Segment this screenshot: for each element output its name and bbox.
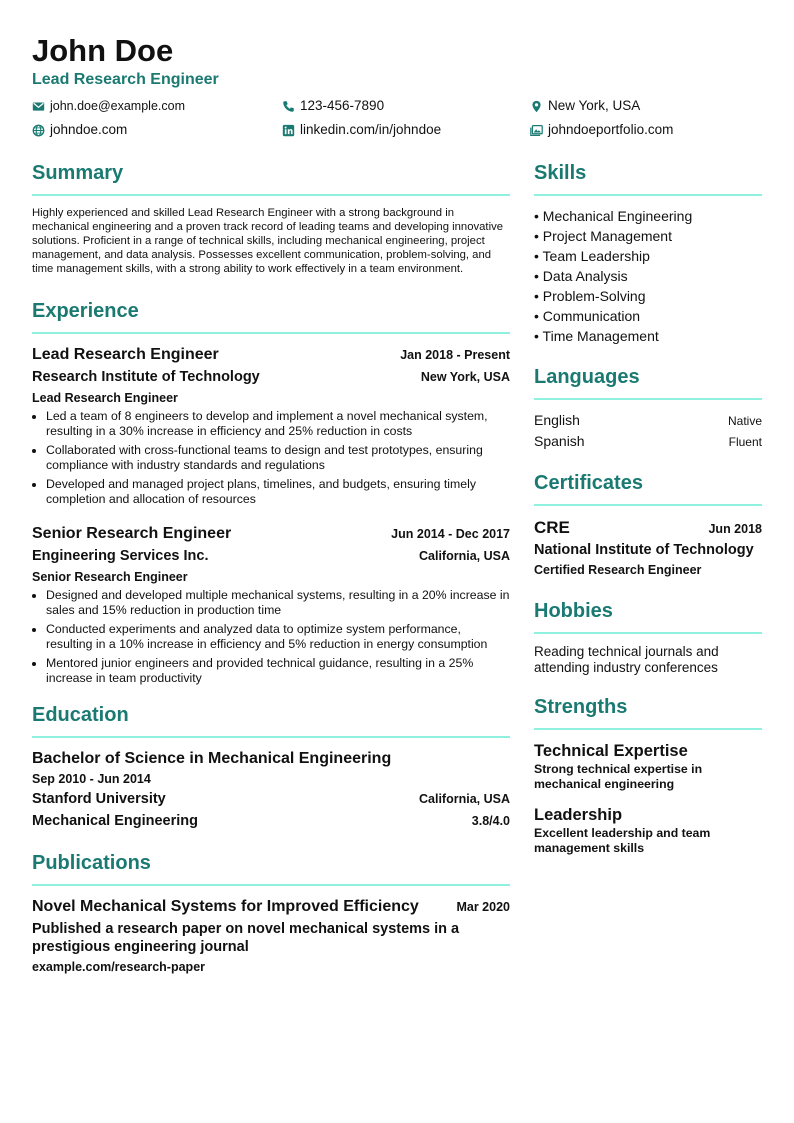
globe-icon	[32, 124, 45, 137]
contact-portfolio[interactable]	[530, 121, 673, 139]
skill-label: Time Management	[542, 328, 659, 344]
strength-title: Technical Expertise	[534, 742, 688, 760]
certificate-description: Certified Research Engineer	[534, 563, 702, 577]
experience-heading: Experience	[32, 298, 510, 334]
certificate-date: Jun 2018	[708, 522, 762, 536]
experience-entry	[32, 344, 510, 507]
company-name: Research Institute of Technology	[32, 369, 260, 385]
gpa: 3.8/4.0	[471, 814, 510, 828]
contact-linkedin[interactable]	[282, 121, 441, 139]
publication-date: Mar 2020	[456, 900, 510, 914]
job-role: Senior Research Engineer	[32, 570, 188, 584]
summary-heading: Summary	[32, 160, 510, 196]
skill-item: • Team Leadership	[534, 248, 650, 264]
job-title: Senior Research Engineer	[32, 525, 232, 542]
skill-item: • Problem-Solving	[534, 288, 646, 304]
language-row	[534, 410, 762, 431]
map-pin-icon	[530, 100, 543, 113]
job-bullet: • Conducted experiments and analyzed data to optimize system performance, resulting in a 10% increase in efficiency and 5% reduction in energy consumption	[46, 622, 510, 652]
side-column	[534, 160, 762, 868]
languages-section	[534, 364, 762, 452]
contact-portfolio-text: johndoeportfolio.com	[548, 122, 674, 137]
job-dates: Jun 2014 - Dec 2017	[391, 527, 510, 541]
skill-label: Communication	[542, 308, 641, 324]
phone-icon	[282, 100, 295, 113]
strengths-section	[534, 694, 762, 856]
hobbies-text: Reading technical journals and attending industry conferences	[534, 644, 719, 675]
language-level: Fluent	[728, 435, 762, 449]
skills-section	[534, 160, 762, 346]
job-bullet: • Led a team of 8 engineers to develop and implement a novel mechanical system, resulting in a 30% increase in efficiency and 25% reduction in costs	[46, 409, 510, 439]
strength-title: Leadership	[534, 806, 623, 824]
job-dates: Jan 2018 - Present	[400, 348, 510, 362]
school-location: California, USA	[419, 792, 510, 806]
languages-heading: Languages	[534, 364, 762, 400]
job-title: Lead Research Engineer	[32, 346, 219, 363]
skill-item: • Time Management	[534, 328, 659, 344]
strength-description: Strong technical expertise in mechanical engineering	[534, 762, 703, 791]
publication-title: Novel Mechanical Systems for Improved Efficiency	[32, 898, 419, 915]
contact-phone-text: 123-456-7890	[300, 98, 385, 113]
skill-item: • Data Analysis	[534, 268, 628, 284]
publication-link[interactable]: example.com/research-paper	[32, 960, 206, 974]
education-section	[32, 702, 510, 832]
job-bullet: • Designed and developed multiple mechanical systems, resulting in a 20% increase in sales and 15% reduction in production time	[46, 588, 510, 618]
language-level: Native	[727, 414, 762, 428]
certificates-section	[534, 470, 762, 580]
language-row	[534, 431, 762, 452]
job-location: New York, USA	[420, 370, 510, 384]
hobbies-section	[534, 598, 762, 676]
skill-label: Mechanical Engineering	[542, 208, 693, 224]
certificate-issuer: National Institute of Technology	[534, 542, 754, 558]
skill-label: Team Leadership	[542, 248, 650, 264]
certificates-heading: Certificates	[534, 470, 762, 506]
job-location: California, USA	[419, 549, 510, 563]
language-name: English	[534, 412, 580, 428]
publications-heading: Publications	[32, 850, 510, 886]
certificate-name: CRE	[534, 518, 570, 537]
main-column	[32, 160, 510, 976]
school-name: Stanford University	[32, 791, 166, 807]
job-bullet: • Developed and managed project plans, timelines, and budgets, ensuring timely completion and allocation of resources	[46, 477, 510, 507]
experience-entry	[32, 523, 510, 686]
skill-item: • Mechanical Engineering	[534, 208, 693, 224]
hobbies-heading: Hobbies	[534, 598, 762, 634]
experience-section	[32, 298, 510, 686]
contact-email[interactable]	[32, 97, 185, 115]
candidate-name: John Doe	[32, 33, 174, 68]
linkedin-icon	[282, 124, 295, 137]
job-bullets	[32, 588, 510, 686]
job-bullet: • Collaborated with cross-functional teams to design and test prototypes, ensuring compliance with industry standards and regulations	[46, 443, 510, 473]
candidate-headline: Lead Research Engineer	[32, 71, 219, 88]
summary-text: Highly experienced and skilled Lead Research Engineer with a strong background in mechanical engineering and a proven track record of leading teams and developing innovative solutions. Proficient in a range of technical skills, including mechanical engineering, project management, and data analysis. Possesses excellent communication, problem-solving, and time management skills, with a strong ability to work effectively in a team environment.	[32, 207, 504, 275]
skills-heading: Skills	[534, 160, 762, 196]
publication-description: Published a research paper on novel mechanical systems in a prestigious engineering journal	[32, 921, 460, 955]
contact-email-text: john.doe@example.com	[50, 99, 185, 113]
skill-item: • Project Management	[534, 228, 672, 244]
strength-description: Excellent leadership and team management skills	[534, 826, 711, 855]
mail-icon	[32, 100, 45, 113]
education-dates: Sep 2010 - Jun 2014	[32, 772, 151, 786]
publications-section	[32, 850, 510, 976]
contact-linkedin-text: linkedin.com/in/johndoe	[300, 122, 442, 137]
strengths-heading: Strengths	[534, 694, 762, 730]
contact-website[interactable]	[32, 121, 127, 139]
job-role: Lead Research Engineer	[32, 391, 178, 405]
contact-phone[interactable]	[282, 97, 384, 115]
company-name: Engineering Services Inc.	[32, 548, 209, 564]
skill-label: Data Analysis	[542, 268, 628, 284]
job-bullets	[32, 409, 510, 507]
skill-item: • Communication	[534, 308, 641, 324]
field-of-study: Mechanical Engineering	[32, 813, 198, 829]
degree-title: Bachelor of Science in Mechanical Engineering	[32, 750, 392, 767]
education-heading: Education	[32, 702, 510, 738]
contact-location-text: New York, USA	[548, 98, 641, 113]
contact-website-text: johndoe.com	[50, 122, 128, 137]
skill-label: Project Management	[542, 228, 672, 244]
skill-label: Problem-Solving	[542, 288, 646, 304]
contact-location	[530, 97, 640, 115]
language-name: Spanish	[534, 433, 585, 449]
portfolio-icon	[530, 124, 543, 137]
summary-section	[32, 160, 510, 276]
job-bullet: • Mentored junior engineers and provided technical guidance, resulting in a 25% increase in team productivity	[46, 656, 510, 686]
